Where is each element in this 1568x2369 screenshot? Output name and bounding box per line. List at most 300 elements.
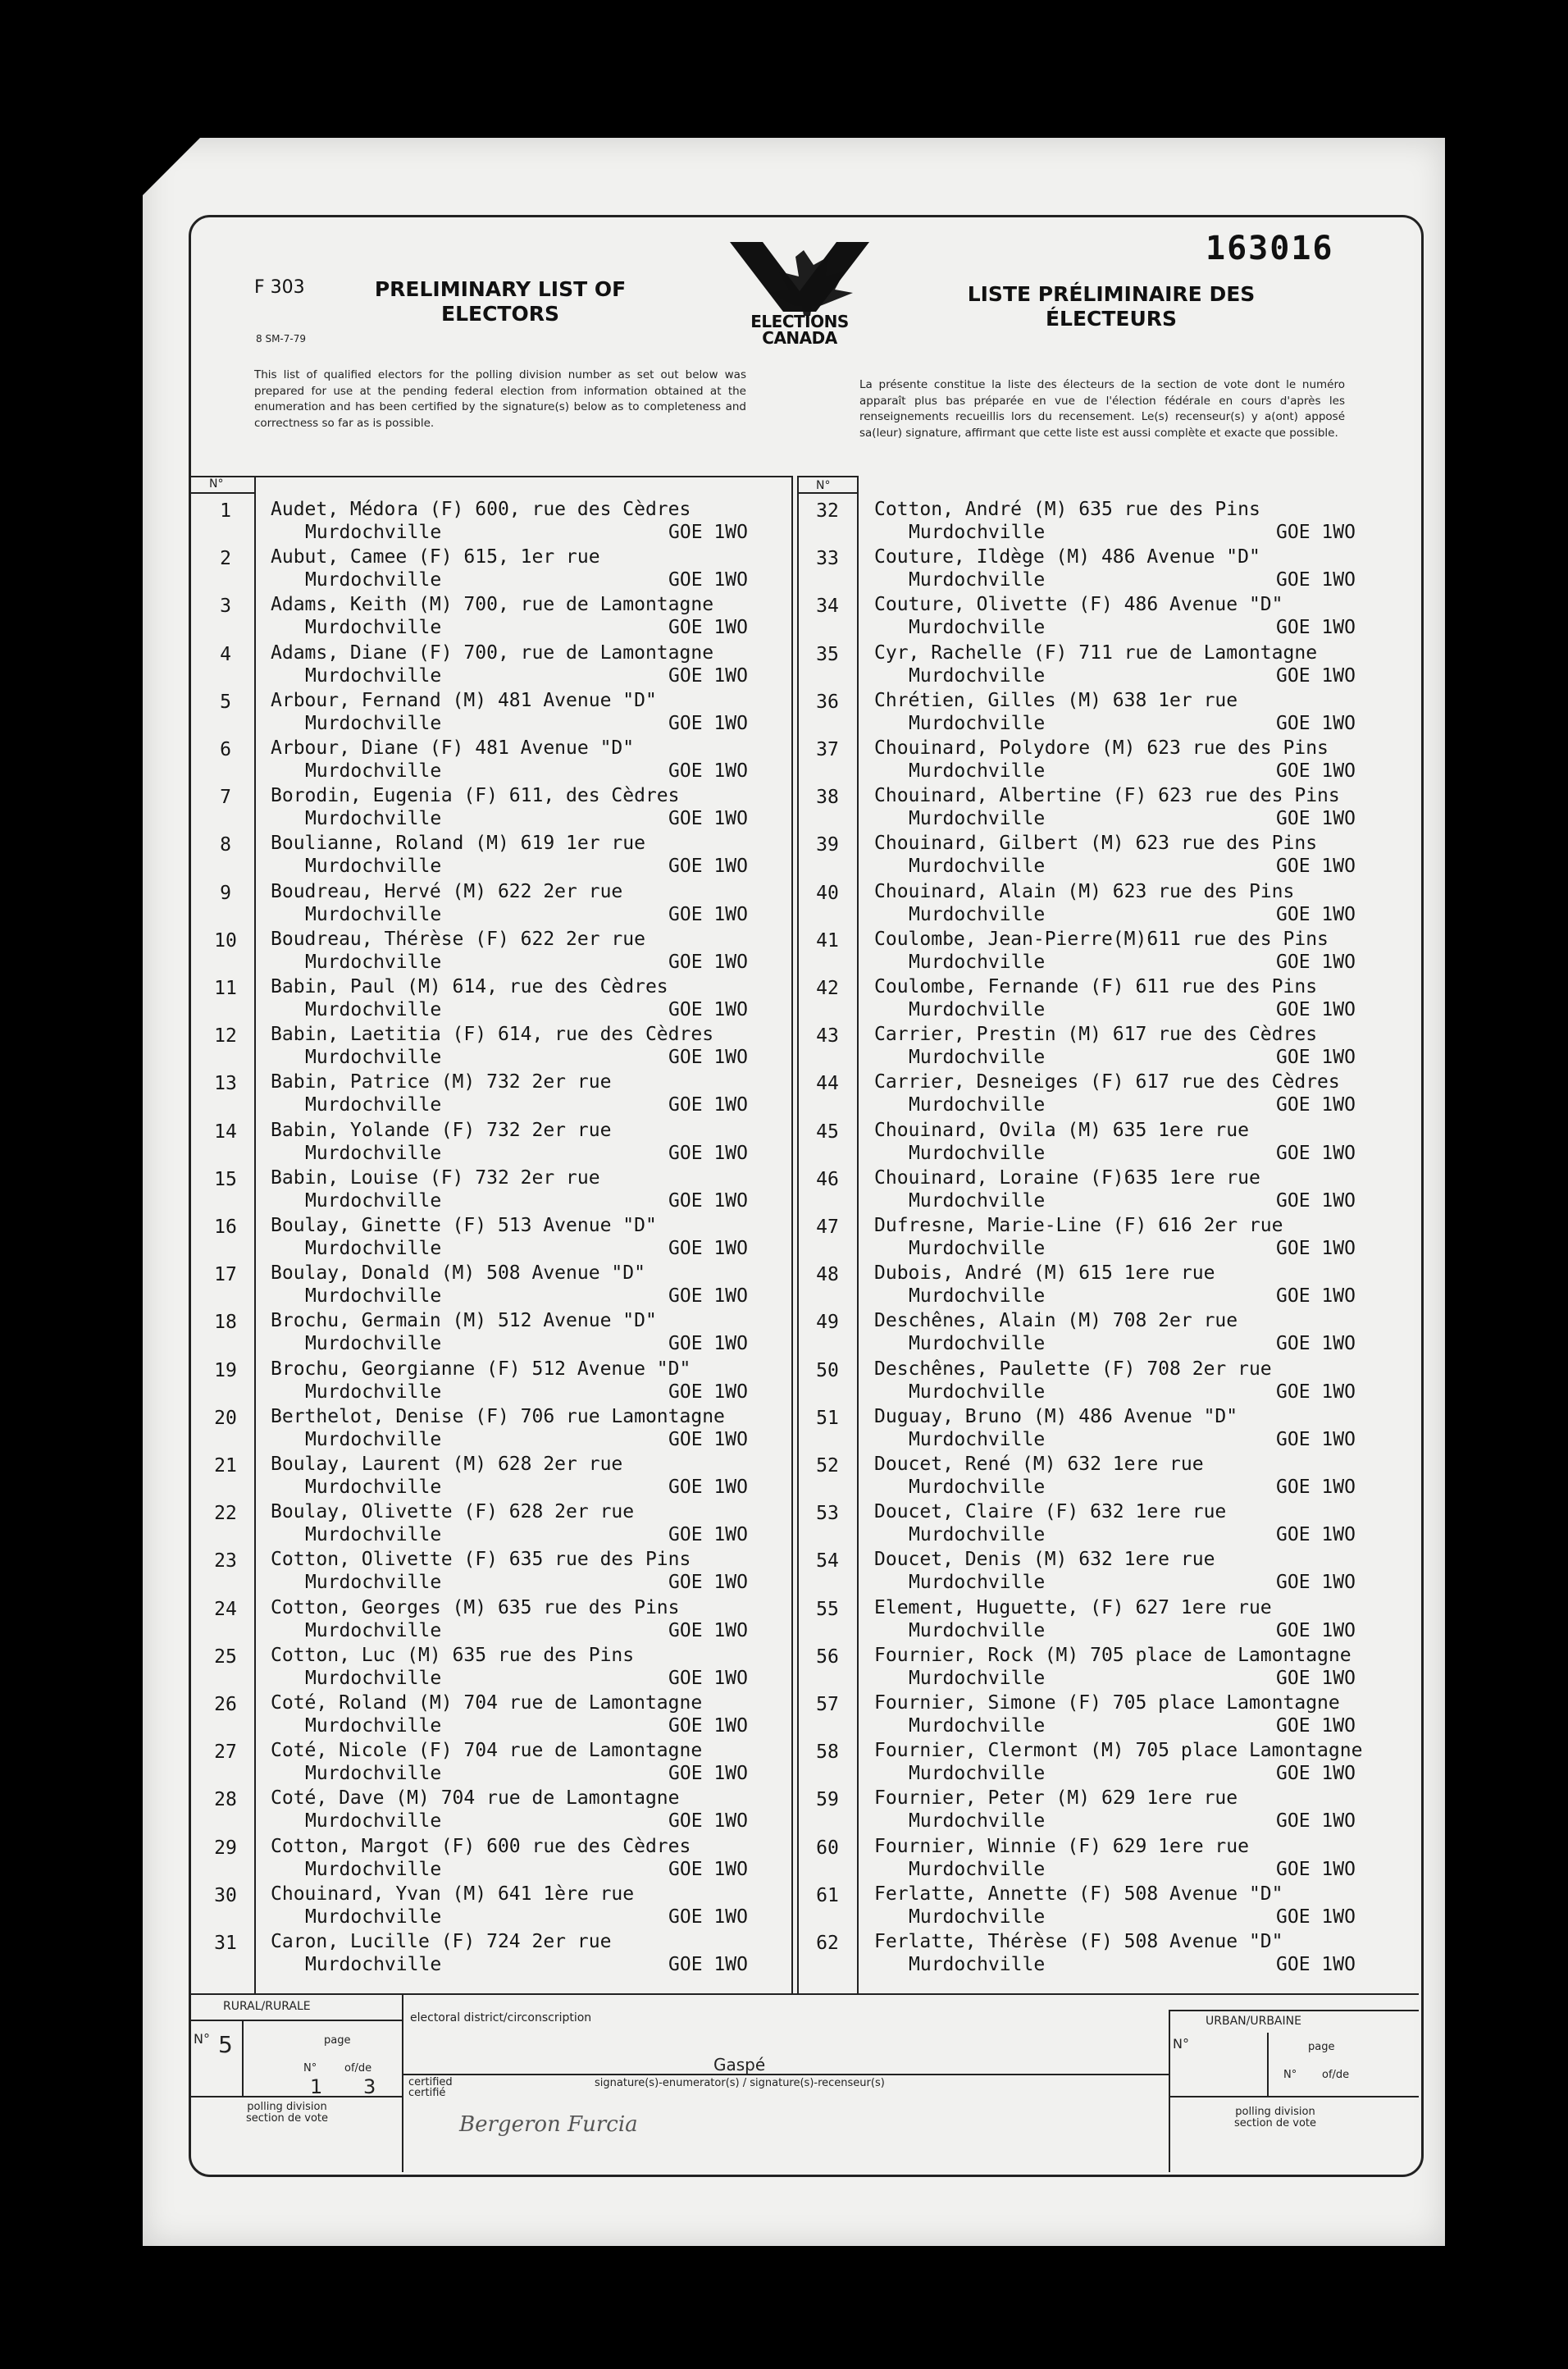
entry-number-text: 45	[816, 1121, 839, 1143]
entry-number-text: 19	[214, 1359, 237, 1381]
entry-number	[799, 690, 856, 737]
left-num-divider	[254, 476, 256, 1993]
elector-town: Murdochville	[909, 1763, 1046, 1785]
elector-entry	[271, 737, 779, 785]
entry-number	[799, 546, 856, 594]
elector-postal-code: GOE 1WO	[1276, 999, 1356, 1020]
elector-name-address: Couture, Ildège (M) 486 Avenue "D"	[874, 546, 1260, 568]
elector-postal-code: GOE 1WO	[668, 1238, 748, 1259]
elector-entry	[874, 1167, 1383, 1215]
entry-number	[197, 976, 254, 1024]
entry-number	[197, 1215, 254, 1262]
elector-entry	[271, 929, 779, 976]
elector-entry	[271, 1597, 779, 1645]
entry-number-text: 20	[214, 1407, 237, 1429]
elector-entry	[271, 1120, 779, 1167]
elector-entry	[271, 642, 779, 690]
entry-number-text: 6	[220, 739, 231, 760]
elector-entry	[874, 642, 1383, 690]
elector-postal-code: GOE 1WO	[668, 1094, 748, 1116]
urban-page-label: page	[1308, 2041, 1335, 2053]
elector-postal-code: GOE 1WO	[1276, 951, 1356, 973]
elector-entry	[874, 1740, 1383, 1787]
urban-label: URBAN/URBAINE	[1206, 2015, 1301, 2028]
elector-town: Murdochville	[909, 1428, 1046, 1450]
elector-entry	[271, 546, 779, 594]
elector-town: Murdochville	[909, 1142, 1046, 1164]
elector-name-address: Cotton, Georges (M) 635 rue des Pins	[271, 1596, 680, 1618]
entry-number-text: 27	[214, 1741, 237, 1764]
elector-name-address: Boulay, Olivette (F) 628 2er rue	[271, 1501, 635, 1523]
elector-town: Murdochville	[909, 1238, 1046, 1259]
elector-postal-code: GOE 1WO	[668, 1763, 748, 1785]
elector-postal-code: GOE 1WO	[1276, 1954, 1356, 1975]
entry-number-text: 8	[220, 834, 231, 856]
elector-entry	[271, 1215, 779, 1262]
elector-name-address: Ferlatte, Thérèse (F) 508 Avenue "D"	[874, 1931, 1283, 1952]
elector-name-address: Doucet, Claire (F) 632 1ere rue	[874, 1501, 1227, 1523]
title-fr-line1: LISTE PRÉLIMINAIRE DES	[967, 282, 1256, 306]
elector-entry	[874, 1787, 1383, 1835]
entry-number	[799, 1071, 856, 1119]
table-top-right	[797, 476, 859, 477]
elector-postal-code: GOE 1WO	[668, 1381, 748, 1403]
elector-postal-code: GOE 1WO	[668, 1667, 748, 1689]
entry-number-text: 21	[214, 1455, 237, 1477]
elector-entry	[874, 1501, 1383, 1549]
elector-entry	[271, 976, 779, 1024]
district-value: Gaspé	[713, 2055, 766, 2075]
entry-number-text: 53	[816, 1503, 839, 1525]
elector-postal-code: GOE 1WO	[1276, 808, 1356, 830]
elector-entry	[271, 1310, 779, 1358]
elector-entry	[874, 737, 1383, 785]
entry-number-text: 25	[214, 1646, 237, 1668]
elector-postal-code: GOE 1WO	[1276, 1810, 1356, 1833]
elector-postal-code: GOE 1WO	[668, 712, 748, 734]
elector-name-address: Ferlatte, Annette (F) 508 Avenue "D"	[874, 1883, 1283, 1905]
entry-number-text: 59	[816, 1789, 839, 1811]
entry-number	[799, 1358, 856, 1406]
elector-name-address: Adams, Keith (M) 700, rue de Lamontagne	[271, 594, 714, 616]
elector-name-address: Chouinard, Ovila (M) 635 1ere rue	[874, 1119, 1249, 1141]
elector-entry	[271, 1454, 779, 1501]
elector-town: Murdochville	[909, 1285, 1046, 1308]
entry-number-text: 40	[816, 882, 839, 904]
footer-divider-left	[402, 1993, 403, 2172]
elector-town: Murdochville	[909, 569, 1046, 591]
entry-number	[799, 1024, 856, 1071]
entry-number-text: 46	[816, 1168, 839, 1190]
elector-entry	[271, 881, 779, 929]
entry-number	[197, 1262, 254, 1310]
elector-entry	[271, 1931, 779, 1979]
entry-number	[799, 1310, 856, 1358]
entry-number	[799, 881, 856, 929]
elector-name-address: Adams, Diane (F) 700, rue de Lamontagne	[271, 641, 714, 664]
elector-town: Murdochville	[909, 856, 1046, 878]
rural-no-label: N°	[194, 2031, 210, 2047]
elector-name-address: Dubois, André (M) 615 1ere rue	[874, 1262, 1215, 1285]
elector-entry	[874, 1310, 1383, 1358]
entry-number-text: 35	[816, 643, 839, 665]
elector-postal-code: GOE 1WO	[668, 760, 748, 782]
elector-entry	[874, 1406, 1383, 1454]
elector-town: Murdochville	[909, 1047, 1046, 1069]
elector-postal-code: GOE 1WO	[1276, 1428, 1356, 1450]
entry-number	[799, 1597, 856, 1645]
elector-postal-code: GOE 1WO	[668, 1524, 748, 1546]
entry-number	[197, 1740, 254, 1787]
entry-number-text: 34	[816, 596, 839, 618]
elector-postal-code: GOE 1WO	[668, 951, 748, 973]
elections-canada-logo-text	[722, 313, 877, 346]
entry-number	[799, 1787, 856, 1835]
elector-entry	[271, 1167, 779, 1215]
entry-number	[799, 929, 856, 976]
elector-town: Murdochville	[305, 1189, 442, 1212]
elector-town: Murdochville	[305, 760, 442, 782]
entry-number	[197, 1597, 254, 1645]
elector-town: Murdochville	[909, 1333, 1046, 1355]
entry-number-text: 23	[214, 1550, 237, 1572]
elector-postal-code: GOE 1WO	[668, 1047, 748, 1069]
elector-postal-code: GOE 1WO	[1276, 1524, 1356, 1546]
entry-number	[799, 1549, 856, 1596]
entry-number-text: 47	[816, 1216, 839, 1238]
entry-number	[799, 1692, 856, 1740]
entry-number	[799, 1740, 856, 1787]
elector-postal-code: GOE 1WO	[668, 1142, 748, 1164]
elector-town: Murdochville	[305, 1285, 442, 1308]
elector-town: Murdochville	[305, 1047, 442, 1069]
title-en-line2: ELECTORS	[441, 302, 559, 326]
entry-number	[197, 881, 254, 929]
certified-label: certified certifié	[408, 2076, 453, 2099]
elector-postal-code: GOE 1WO	[668, 1619, 748, 1641]
entry-number	[799, 1501, 856, 1549]
elector-postal-code: GOE 1WO	[668, 1189, 748, 1212]
elector-name-address: Cyr, Rachelle (F) 711 rue de Lamontagne	[874, 641, 1318, 664]
entry-number-text: 50	[816, 1359, 839, 1381]
entry-number-text: 4	[220, 643, 231, 665]
elector-town: Murdochville	[305, 1142, 442, 1164]
entry-number-text: 18	[214, 1312, 237, 1334]
elector-town: Murdochville	[305, 522, 442, 543]
elector-postal-code: GOE 1WO	[668, 569, 748, 591]
elector-name-address: Duguay, Bruno (M) 486 Avenue "D"	[874, 1405, 1238, 1427]
logo-line1: ELECTIONS	[750, 312, 849, 331]
elector-town: Murdochville	[305, 1238, 442, 1259]
elector-town: Murdochville	[909, 1094, 1046, 1116]
elector-entry	[271, 499, 779, 546]
elector-postal-code: GOE 1WO	[1276, 1906, 1356, 1928]
entry-number-text: 36	[816, 691, 839, 713]
elector-entry	[874, 546, 1383, 594]
urban-polling-label: polling division section de vote	[1233, 2106, 1317, 2129]
footer-divider-right	[1169, 2010, 1170, 2172]
elector-name-address: Arbour, Diane (F) 481 Avenue "D"	[271, 737, 635, 759]
footer-urban-poll-divider	[1267, 2033, 1269, 2096]
intro-english: This list of qualified electors for the polling division number as set out below was prepared for use at the pending federal election from information obtained at the enumeration and has been certified by the signature(s) below as to completeness and correctness so far as is possible.	[254, 368, 746, 430]
entry-number	[799, 1645, 856, 1692]
entry-number	[197, 1406, 254, 1454]
handwritten-signature: Bergeron Furcia	[459, 2112, 638, 2137]
entry-number-text: 43	[816, 1025, 839, 1048]
elector-postal-code: GOE 1WO	[668, 999, 748, 1020]
elector-entry	[271, 785, 779, 833]
elector-postal-code: GOE 1WO	[668, 522, 748, 543]
elector-name-address: Cotton, André (M) 635 rue des Pins	[874, 499, 1260, 520]
entry-number	[799, 785, 856, 833]
elector-name-address: Chouinard, Gilbert (M) 623 rue des Pins	[874, 833, 1318, 855]
elector-town: Murdochville	[305, 1619, 442, 1641]
elector-town: Murdochville	[909, 760, 1046, 782]
entry-number	[197, 1310, 254, 1358]
elector-name-address: Couture, Olivette (F) 486 Avenue "D"	[874, 594, 1283, 616]
entry-number	[799, 737, 856, 785]
entry-number	[799, 499, 856, 546]
entry-number	[197, 833, 254, 880]
elector-town: Murdochville	[305, 1524, 442, 1546]
entry-number	[197, 642, 254, 690]
elector-name-address: Berthelot, Denise (F) 706 rue Lamontagne	[271, 1405, 725, 1427]
elector-entry	[271, 1501, 779, 1549]
entry-number-text: 37	[816, 739, 839, 760]
elector-name-address: Boulianne, Roland (M) 619 1er rue	[271, 833, 645, 855]
elector-town: Murdochville	[909, 903, 1046, 925]
elector-name-address: Brochu, Georgianne (F) 512 Avenue "D"	[271, 1358, 691, 1380]
entry-number	[197, 594, 254, 641]
elector-postal-code: GOE 1WO	[1276, 712, 1356, 734]
elector-entry	[874, 1071, 1383, 1119]
signature-label: signature(s)-enumerator(s) / signature(s)-recenseur(s)	[595, 2077, 885, 2089]
elector-entry	[271, 1787, 779, 1835]
entry-number	[197, 1787, 254, 1835]
elector-town: Murdochville	[305, 1810, 442, 1833]
elector-postal-code: GOE 1WO	[1276, 856, 1356, 878]
entry-number	[197, 929, 254, 976]
elector-name-address: Coté, Dave (M) 704 rue de Lamontagne	[271, 1787, 680, 1810]
elector-entry	[271, 1262, 779, 1310]
torn-corner	[143, 138, 200, 195]
elector-entry	[874, 1454, 1383, 1501]
left-num-divider-a	[189, 492, 254, 494]
elector-town: Murdochville	[305, 903, 442, 925]
urban-page-no-label: N°	[1283, 2069, 1297, 2081]
intro-french: La présente constitue la liste des électeurs de la section de vote dont le numéro apparaît plus bas préparée en vue de l'élection fédérale en cours d'après les renseignements recueillis lors du recensement. Le(s) recenseur(s) y a(ont) apposé sa(leur) signature, affirmant que cette liste est aussi complète et exacte que possible.	[859, 378, 1345, 440]
elector-postal-code: GOE 1WO	[1276, 1619, 1356, 1641]
elector-town: Murdochville	[305, 1477, 442, 1498]
elector-town: Murdochville	[909, 522, 1046, 543]
entry-number-text: 3	[220, 596, 231, 618]
entry-number-text: 17	[214, 1264, 237, 1286]
elector-postal-code: GOE 1WO	[1276, 1238, 1356, 1259]
entry-number-text: 60	[816, 1837, 839, 1859]
entry-number-text: 33	[816, 548, 839, 570]
elector-postal-code: GOE 1WO	[1276, 760, 1356, 782]
entry-number-text: 13	[214, 1073, 237, 1095]
table-top-left	[189, 476, 791, 477]
entry-number	[799, 1262, 856, 1310]
entry-number	[799, 1215, 856, 1262]
entry-number	[197, 1549, 254, 1596]
rural-label: RURAL/RURALE	[223, 2000, 311, 2013]
elector-town: Murdochville	[305, 1094, 442, 1116]
elector-name-address: Boudreau, Thérèse (F) 622 2er rue	[271, 928, 645, 950]
entry-number	[197, 1692, 254, 1740]
elector-name-address: Coté, Nicole (F) 704 rue de Lamontagne	[271, 1740, 703, 1762]
elector-postal-code: GOE 1WO	[1276, 522, 1356, 543]
entry-number-text: 30	[214, 1884, 237, 1906]
entry-number-text: 61	[816, 1884, 839, 1906]
elector-name-address: Coté, Roland (M) 704 rue de Lamontagne	[271, 1692, 703, 1714]
entry-number-text: 56	[816, 1646, 839, 1668]
entry-number-text: 52	[816, 1455, 839, 1477]
elector-name-address: Audet, Médora (F) 600, rue des Cèdres	[271, 499, 691, 520]
elector-entry	[874, 1836, 1383, 1883]
elector-postal-code: GOE 1WO	[668, 808, 748, 830]
elector-postal-code: GOE 1WO	[1276, 1763, 1356, 1785]
elector-town: Murdochville	[909, 1715, 1046, 1737]
title-fr-line2: ÉLECTEURS	[1045, 307, 1178, 331]
elector-entry	[271, 1740, 779, 1787]
elector-postal-code: GOE 1WO	[668, 1477, 748, 1498]
elector-name-address: Aubut, Camee (F) 615, 1er rue	[271, 546, 600, 568]
entry-number-text: 48	[816, 1264, 839, 1286]
page-of-label: of/de	[344, 2062, 372, 2075]
elector-name-address: Babin, Laetitia (F) 614, rue des Cèdres	[271, 1024, 714, 1046]
elector-name-address: Babin, Paul (M) 614, rue des Cèdres	[271, 976, 668, 997]
entry-number	[197, 1836, 254, 1883]
entry-number	[197, 1454, 254, 1501]
elector-town: Murdochville	[909, 712, 1046, 734]
entry-number-text: 10	[214, 929, 237, 952]
elector-name-address: Fournier, Rock (M) 705 place de Lamontagne	[874, 1644, 1351, 1666]
elector-entry	[271, 690, 779, 737]
elector-town: Murdochville	[305, 664, 442, 687]
elector-postal-code: GOE 1WO	[668, 1333, 748, 1355]
elector-postal-code: GOE 1WO	[1276, 1047, 1356, 1069]
form-number: F 303	[254, 277, 305, 298]
elector-name-address: Cotton, Margot (F) 600 rue des Cèdres	[271, 1835, 691, 1857]
elector-name-address: Deschênes, Alain (M) 708 2er rue	[874, 1310, 1238, 1332]
footer-urban-row-line	[1169, 2096, 1419, 2097]
right-num-divider	[857, 476, 859, 1993]
entry-number-text: 42	[816, 978, 839, 999]
entry-number	[197, 1501, 254, 1549]
elector-postal-code: GOE 1WO	[1276, 1667, 1356, 1689]
entry-number-text: 9	[220, 882, 231, 904]
elector-postal-code: GOE 1WO	[1276, 617, 1356, 639]
entry-number-text: 2	[220, 548, 231, 570]
entry-number	[197, 499, 254, 546]
entry-number	[799, 1167, 856, 1215]
entry-number	[197, 1071, 254, 1119]
entry-number	[799, 1406, 856, 1454]
elector-entry	[271, 833, 779, 880]
entry-number-text: 29	[214, 1837, 237, 1859]
elector-town: Murdochville	[909, 1189, 1046, 1212]
elector-entry	[874, 1597, 1383, 1645]
elector-postal-code: GOE 1WO	[1276, 1381, 1356, 1403]
elector-town: Murdochville	[909, 1477, 1046, 1498]
elector-name-address: Babin, Yolande (F) 732 2er rue	[271, 1119, 612, 1141]
elector-town: Murdochville	[305, 1381, 442, 1403]
elector-name-address: Fournier, Peter (M) 629 1ere rue	[874, 1787, 1238, 1810]
elector-town: Murdochville	[909, 1619, 1046, 1641]
elector-name-address: Boudreau, Hervé (M) 622 2er rue	[271, 880, 623, 902]
entry-number-text: 55	[816, 1598, 839, 1620]
elector-name-address: Doucet, Denis (M) 632 1ere rue	[874, 1549, 1215, 1571]
poll-number: 5	[218, 2031, 233, 2058]
elector-name-address: Babin, Patrice (M) 732 2er rue	[271, 1071, 612, 1093]
elector-town: Murdochville	[305, 1715, 442, 1737]
elector-name-address: Boulay, Laurent (M) 628 2er rue	[271, 1454, 623, 1475]
form-code: 8 SM-7-79	[256, 333, 306, 345]
elector-name-address: Borodin, Eugenia (F) 611, des Cèdres	[271, 785, 680, 807]
elector-name-address: Carrier, Desneiges (F) 617 rue des Cèdres	[874, 1071, 1340, 1093]
entry-number-text: 39	[816, 834, 839, 856]
logo-line2: CANADA	[762, 328, 837, 348]
elector-postal-code: GOE 1WO	[668, 1572, 748, 1594]
elector-postal-code: GOE 1WO	[668, 1715, 748, 1737]
elector-name-address: Chouinard, Yvan (M) 641 1ère rue	[271, 1883, 635, 1905]
elector-entry	[271, 1645, 779, 1692]
elector-entry	[874, 929, 1383, 976]
entry-number	[799, 642, 856, 690]
elector-postal-code: GOE 1WO	[668, 1428, 748, 1450]
elector-postal-code: GOE 1WO	[1276, 1285, 1356, 1308]
entry-number-text: 44	[816, 1073, 839, 1095]
right-col-header: N°	[816, 479, 831, 492]
elector-postal-code: GOE 1WO	[1276, 1189, 1356, 1212]
elector-entry	[271, 1549, 779, 1596]
entry-number	[197, 546, 254, 594]
elector-town: Murdochville	[909, 1954, 1046, 1975]
entry-number	[197, 1167, 254, 1215]
title-en-line1: PRELIMINARY LIST OF	[374, 277, 627, 301]
elector-town: Murdochville	[305, 712, 442, 734]
elector-entry	[874, 1549, 1383, 1596]
elector-town: Murdochville	[909, 1381, 1046, 1403]
elector-name-address: Fournier, Clermont (M) 705 place Lamontagne	[874, 1740, 1363, 1762]
elector-entry	[874, 1262, 1383, 1310]
elector-entry	[874, 785, 1383, 833]
elector-postal-code: GOE 1WO	[668, 617, 748, 639]
entry-number	[197, 1120, 254, 1167]
elector-entry	[874, 833, 1383, 880]
elector-town: Murdochville	[305, 951, 442, 973]
elector-name-address: Boulay, Ginette (F) 513 Avenue "D"	[271, 1215, 657, 1236]
entry-number	[799, 1931, 856, 1979]
mid-divider-1	[791, 476, 793, 1993]
entry-number-text: 26	[214, 1694, 237, 1715]
entry-number	[799, 1883, 856, 1931]
page-label: page	[324, 2034, 351, 2047]
rural-polling-label: polling division section de vote	[245, 2101, 329, 2125]
elector-name-address: Coulombe, Jean-Pierre(M)611 rue des Pins	[874, 928, 1329, 950]
elector-entry	[874, 690, 1383, 737]
elector-postal-code: GOE 1WO	[1276, 569, 1356, 591]
elector-postal-code: GOE 1WO	[1276, 1477, 1356, 1498]
elector-postal-code: GOE 1WO	[668, 1810, 748, 1833]
right-num-divider-a	[797, 492, 859, 494]
title-french	[947, 282, 1275, 331]
elector-entry	[874, 1024, 1383, 1071]
elector-town: Murdochville	[305, 1428, 442, 1450]
elector-town: Murdochville	[305, 1572, 442, 1594]
